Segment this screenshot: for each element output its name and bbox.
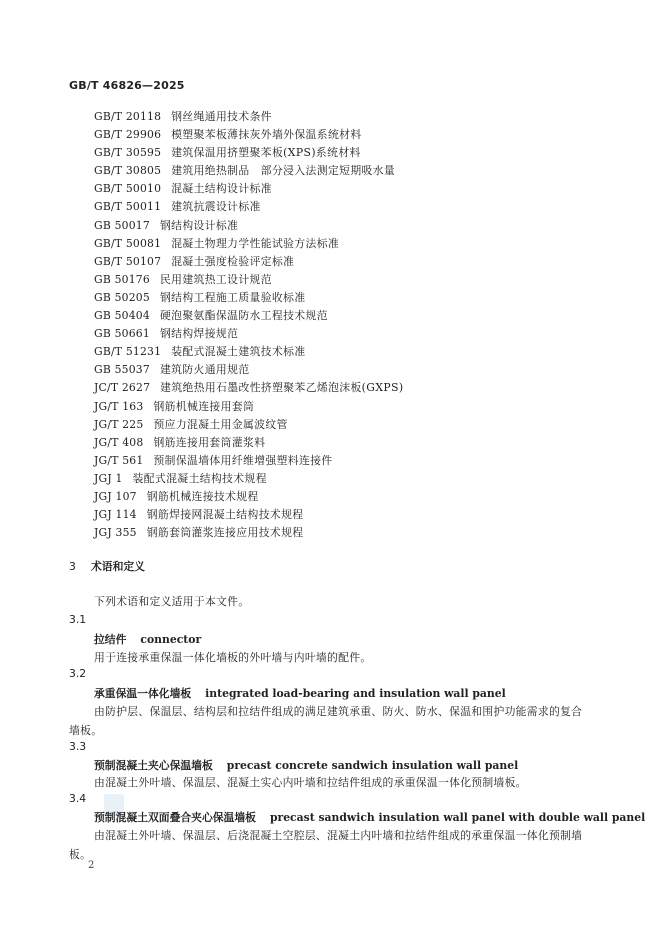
reference-item: [94, 271, 403, 289]
term-en: precast concrete sandwich insulation wall panel: [226, 759, 519, 772]
reference-item: [94, 180, 403, 198]
term-heading: [94, 758, 518, 773]
term-en: precast sandwich insulation wall panel with double wall panel: [269, 811, 646, 824]
reference-item: [94, 434, 403, 452]
reference-code: JG/T 561: [94, 453, 144, 467]
reference-title: 钢筋套筒灌浆连接应用技术规程: [146, 526, 304, 540]
reference-item: [94, 379, 403, 397]
reference-item: [94, 198, 403, 216]
term-en: integrated load-bearing and insulation wall panel: [205, 687, 506, 700]
reference-code: GB/T 50081: [94, 236, 162, 250]
reference-title: 钢结构设计标准: [159, 218, 239, 232]
reference-code: GB/T 30805: [94, 164, 162, 178]
reference-item: [94, 398, 403, 416]
reference-code: GB 55037: [94, 363, 150, 377]
reference-title: 建筑用绝热制品 部分浸入法测定短期吸水量: [171, 164, 396, 178]
reference-code: JGJ 1: [94, 471, 123, 485]
reference-title: 预应力混凝土用金属波纹管: [153, 417, 288, 431]
reference-code: GB/T 50107: [94, 254, 162, 268]
reference-item: [94, 524, 403, 542]
term-definition: 由混凝土外叶墙、保温层、后浇混凝土空腔层、混凝土内叶墙和拉结件组成的承重保温一体化预制墙板。: [69, 829, 583, 861]
reference-code: GB/T 50010: [94, 182, 162, 196]
reference-code: JGJ 107: [94, 489, 137, 503]
reference-title: 混凝土强度检验评定标准: [171, 254, 295, 268]
section-heading: [69, 559, 145, 574]
term-zh: 承重保温一体化墙板: [94, 687, 192, 700]
reference-item: [94, 343, 403, 361]
term-heading: [94, 632, 201, 647]
term-en: connector: [140, 633, 202, 646]
reference-title: 钢结构焊接规范: [159, 327, 239, 341]
reference-code: JG/T 408: [94, 435, 144, 449]
term-zh: 拉结件: [94, 633, 127, 646]
section-title: 术语和定义: [91, 560, 145, 573]
reference-title: 预制保温墙体用纤维增强塑料连接件: [153, 453, 333, 467]
reference-code: GB 50017: [94, 218, 150, 232]
reference-title: 硬泡聚氨酯保温防水工程技术规范: [159, 309, 328, 323]
reference-item: [94, 361, 403, 379]
reference-title: 建筑保温用挤塑聚苯板(XPS)系统材料: [171, 146, 361, 160]
reference-code: JC/T 2627: [94, 381, 151, 395]
reference-item: [94, 253, 403, 271]
normative-references-list: [94, 108, 403, 542]
reference-title: 钢筋机械连接技术规程: [146, 489, 259, 503]
term-number: 3.2: [69, 667, 87, 680]
reference-title: 装配式混凝土建筑技术标准: [171, 345, 306, 359]
reference-item: [94, 126, 403, 144]
term-number: 3.4: [69, 792, 87, 805]
reference-title: 钢筋连接用套筒灌浆料: [153, 435, 266, 449]
term-zh: 预制混凝土夹心保温墙板: [94, 759, 213, 772]
reference-item: [94, 108, 403, 126]
reference-item: [94, 217, 403, 235]
reference-title: 建筑防火通用规范: [159, 363, 250, 377]
section-number: 3: [69, 560, 76, 573]
reference-title: 民用建筑热工设计规范: [159, 272, 272, 286]
reference-item: [94, 289, 403, 307]
reference-code: JGJ 114: [94, 508, 137, 522]
reference-title: 钢筋焊接网混凝土结构技术规程: [146, 508, 304, 522]
reference-item: [94, 307, 403, 325]
reference-code: GB/T 50011: [94, 200, 162, 214]
reference-code: GB 50661: [94, 327, 150, 341]
document-header: GB/T 46826—2025: [69, 79, 185, 92]
term-number: 3.3: [69, 740, 87, 753]
reference-title: 建筑绝热用石墨改性挤塑聚苯乙烯泡沫板(GXPS): [160, 381, 404, 395]
reference-item: [94, 162, 403, 180]
term-definition: 由混凝土外叶墙、保温层、混凝土实心内叶墙和拉结件组成的承重保温一体化预制墙板。: [94, 776, 527, 789]
reference-code: JGJ 355: [94, 526, 137, 540]
reference-code: GB/T 30595: [94, 146, 162, 160]
reference-item: [94, 235, 403, 253]
term-zh: 预制混凝土双面叠合夹心保温墙板: [94, 811, 256, 824]
term-heading: [94, 686, 506, 701]
reference-item: [94, 325, 403, 343]
reference-item: [94, 452, 403, 470]
reference-item: [94, 470, 403, 488]
reference-item: [94, 488, 403, 506]
reference-code: GB 50404: [94, 309, 150, 323]
reference-code: JG/T 163: [94, 399, 144, 413]
reference-code: GB/T 20118: [94, 110, 162, 123]
reference-item: [94, 416, 403, 434]
term-heading: [94, 810, 645, 825]
term-definition: 由防护层、保温层、结构层和拉结件组成的满足建筑承重、防火、防水、保温和围护功能需求的复合墙板。: [69, 705, 583, 737]
term-number: 3.1: [69, 613, 87, 626]
reference-title: 钢丝绳通用技术条件: [171, 110, 272, 123]
reference-title: 混凝土物理力学性能试验方法标准: [171, 236, 340, 250]
reference-code: GB 50205: [94, 290, 150, 304]
reference-title: 钢结构工程施工质量验收标准: [159, 290, 306, 304]
reference-item: [94, 144, 403, 162]
reference-title: 装配式混凝土结构技术规程: [132, 471, 267, 485]
reference-title: 混凝土结构设计标准: [171, 182, 272, 196]
reference-code: GB 50176: [94, 272, 150, 286]
section-intro: 下列术语和定义适用于本文件。: [94, 595, 250, 608]
reference-item: [94, 506, 403, 524]
reference-code: GB/T 51231: [94, 345, 162, 359]
reference-title: 模塑聚苯板薄抹灰外墙外保温系统材料: [171, 128, 362, 142]
reference-title: 建筑抗震设计标准: [171, 200, 261, 214]
reference-code: GB/T 29906: [94, 128, 162, 142]
reference-code: JG/T 225: [94, 417, 144, 431]
term-definition: 用于连接承重保温一体化墙板的外叶墙与内叶墙的配件。: [94, 651, 372, 664]
page-number: 2: [88, 860, 95, 871]
reference-title: 钢筋机械连接用套筒: [153, 399, 255, 413]
